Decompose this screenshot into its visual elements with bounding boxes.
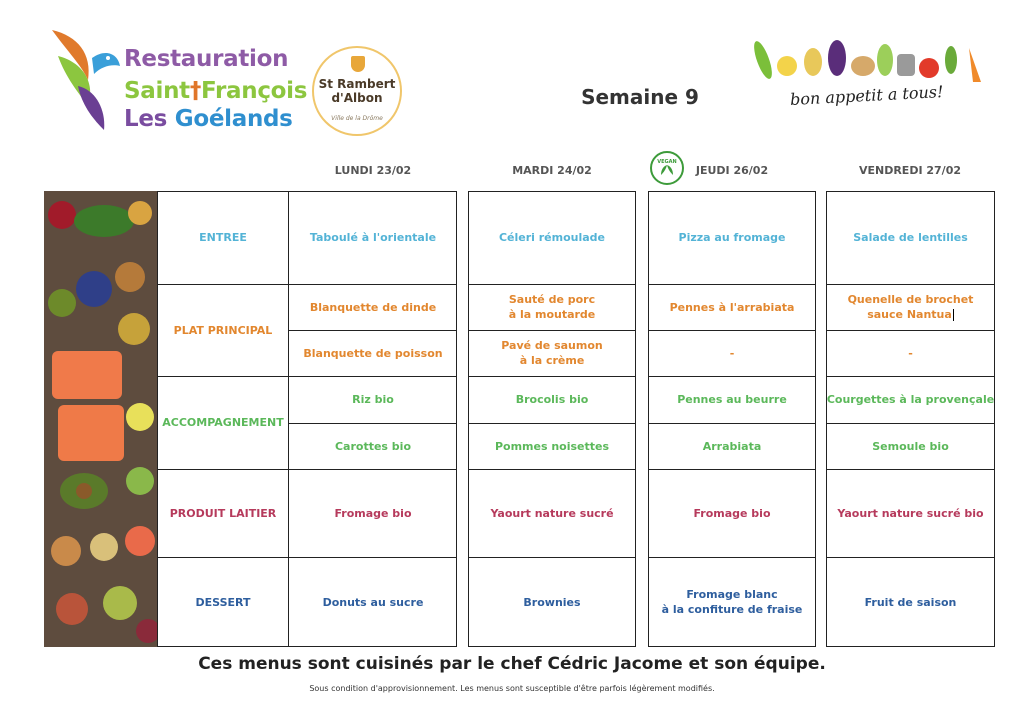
mardi-plat2-line2: à la crème (519, 354, 585, 367)
bird-logo-icon (48, 26, 124, 134)
brand-les: Les (124, 106, 175, 132)
jeudi-accomp1: Pennes au beurre (677, 393, 787, 406)
lundi-lait: Fromage bio (334, 506, 412, 520)
jeudi-plat2: - (729, 346, 735, 360)
city-name-line1: St Rambert (318, 77, 396, 91)
lundi-dessert: Donuts au sucre (322, 595, 424, 609)
week-title: Semaine 9 (581, 85, 699, 109)
jeudi-plat1: Pennes à l'arrabiata (669, 300, 795, 314)
healthy-food-image-icon (44, 191, 157, 647)
mardi-accomp1: Brocolis bio (515, 393, 589, 406)
city-seal (312, 46, 402, 136)
mardi-plat2 (468, 330, 636, 376)
mardi-plat2-line1: Pavé de saumon (501, 339, 603, 352)
lundi-entree: Taboulé à l'orientale (309, 231, 437, 244)
mardi-entree: Céleri rémoulade (498, 231, 606, 244)
category-entree: ENTREE (199, 231, 247, 244)
city-tagline: Ville de la Drôme (331, 115, 383, 122)
text-cursor (953, 309, 954, 321)
day-header-jeudi: JEUDI 26/02 (695, 164, 769, 177)
mardi-dessert: Brownies (523, 595, 581, 609)
brand-saint: Saint (124, 78, 190, 104)
vendredi-dessert: Fruit de saison (864, 595, 957, 609)
food-photo (44, 191, 157, 647)
city-crest-icon (351, 56, 365, 72)
jeudi-dessert-line2: à la confiture de fraise (661, 603, 803, 616)
mardi-plat1-line2: à la moutarde (508, 308, 596, 321)
vendredi-entree: Salade de lentilles (853, 231, 968, 244)
category-accompagnement: ACCOMPAGNEMENT (162, 416, 284, 429)
brand-cross: † (189, 78, 202, 104)
lundi-plat2: Blanquette de poisson (303, 346, 443, 360)
vendredi-accomp2: Semoule bio (872, 439, 949, 453)
vendredi-lait: Yaourt nature sucré bio (837, 506, 984, 520)
footer-disclaimer: Sous condition d'approvisionnement. Les menus sont susceptible d'être parfois légèrement modifiés. (309, 684, 715, 693)
vendredi-plat1-line2-text: sauce Nantua (867, 308, 952, 321)
greeting-text: bon appetit a tous! (789, 81, 944, 110)
vendredi-plat1-line1: Quenelle de brochet (847, 293, 974, 306)
lundi-accomp2: Carottes bio (334, 439, 412, 453)
day-header-vendredi: VENDREDI 27/02 (858, 164, 962, 177)
jeudi-entree: Pizza au fromage (678, 231, 786, 244)
category-plat-principal: PLAT PRINCIPAL (173, 323, 273, 337)
brand-goelands: Goélands (174, 106, 293, 132)
brand-francois: François (201, 78, 308, 104)
jeudi-dessert-line1: Fromage blanc (686, 588, 778, 601)
jeudi-dessert (648, 557, 816, 647)
leaf-icon (652, 153, 682, 183)
brand-line-restauration: Restauration (124, 46, 289, 72)
category-produit-laitier: PRODUIT LAITIER (169, 506, 277, 520)
lundi-accomp1: Riz bio (352, 393, 394, 406)
brand-line-goelands (124, 106, 293, 132)
vendredi-plat1-line2 (867, 307, 954, 322)
jeudi-accomp2: Arrabiata (702, 439, 762, 453)
lundi-plat1: Blanquette de dinde (309, 300, 437, 314)
vendredi-plat2: - (908, 346, 913, 360)
mardi-plat1-line1: Sauté de porc (508, 293, 596, 306)
jeudi-lait: Fromage bio (693, 506, 771, 520)
mardi-accomp2: Pommes noisettes (494, 439, 610, 453)
day-header-lundi: LUNDI 23/02 (334, 164, 412, 177)
brand-line-saint-francois (124, 78, 307, 104)
day-header-mardi: MARDI 24/02 (512, 164, 592, 177)
vegetables-illustration-icon (745, 30, 990, 90)
vegan-badge-label: VEGAN (657, 159, 677, 165)
vendredi-accomp1: Courgettes à la provençale (826, 393, 995, 406)
vegan-badge-icon (650, 151, 684, 185)
vendredi-plat1[interactable] (826, 284, 995, 330)
restaurant-logo (48, 26, 308, 134)
city-name-line2: d'Albon (331, 91, 383, 105)
mardi-lait: Yaourt nature sucré (490, 506, 614, 520)
mardi-plat1 (468, 284, 636, 330)
footer-chef-credit: Ces menus sont cuisinés par le chef Cédric Jacome et son équipe. (198, 654, 826, 674)
category-dessert: DESSERT (195, 595, 251, 609)
